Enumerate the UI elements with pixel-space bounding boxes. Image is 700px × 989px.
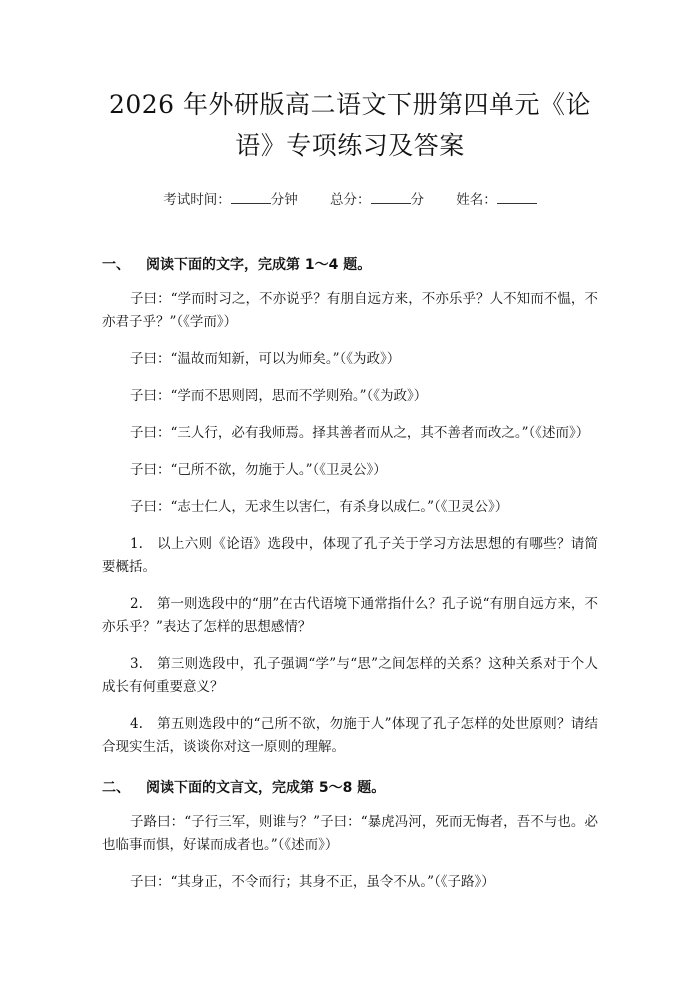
time-blank <box>231 202 271 204</box>
question-1: 1. 以上六则《论语》选段中，体现了孔子关于学习方法思想的有哪些？请简要概括。 <box>102 536 598 575</box>
quote-paragraph: 子曰：“己所不欲，勿施于人。”（《卫灵公》） <box>130 462 387 478</box>
question-2: 2. 第一则选段中的“朋”在古代语境下通常指什么？孔子说“有朋自远方来，不亦乐乎？”表达了怎样的思想感情？ <box>102 596 598 635</box>
quote-paragraph: 子曰：“志士仁人，无求生以害仁，有杀身以成仁。”（《卫灵公》） <box>130 499 509 515</box>
name-blank <box>497 202 537 204</box>
score-blank <box>371 202 411 204</box>
section-heading-2: 二、 阅读下面的文言文，完成第 5～8 题。 <box>102 780 386 796</box>
exam-time: 考试时间： 分钟 <box>163 192 298 208</box>
exam-page <box>0 84 700 989</box>
quote-paragraph: 子曰：“温故而知新，可以为师矣。”（《为政》） <box>130 351 401 367</box>
exam-meta <box>102 190 598 210</box>
quote-paragraph: 子曰：“其身正，不令而行；其身不正，虽令不从。”（《子路》） <box>130 874 495 890</box>
question-4: 4. 第五则选段中的“己所不欲，勿施于人”体现了孔子怎样的处世原则？请结合现实生活，谈谈你对这一原则的理解。 <box>102 716 598 755</box>
quote-paragraph: 子曰：“三人行，必有我师焉。择其善者而从之，其不善者而改之。”（《述而》） <box>130 425 590 441</box>
exam-score: 总分： 分 <box>330 192 424 208</box>
page-title: 2026 年外研版高二语文下册第四单元《论语》专项练习及答案 <box>108 90 592 160</box>
quote-paragraph: 子曰：“学而时习之，不亦说乎？有朋自远方来，不亦乐乎？人不知而不愠，不亦君子乎？”（《学而》） <box>102 291 598 330</box>
exam-name: 姓名： <box>456 192 537 208</box>
quote-paragraph: 子路曰：“子行三军，则谁与？”子曰：“暴虎冯河，死而无悔者，吾不与也。必也临事而惧，好谋而成者也。”（《述而》） <box>102 814 598 853</box>
question-3: 3. 第三则选段中，孔子强调“学”与“思”之间怎样的关系？这种关系对于个人成长有何重要意义？ <box>102 656 598 695</box>
section-heading-1: 一、 阅读下面的文字，完成第 1～4 题。 <box>102 257 372 273</box>
quote-paragraph: 子曰：“学而不思则罔，思而不学则殆。”（《为政》） <box>130 388 428 404</box>
